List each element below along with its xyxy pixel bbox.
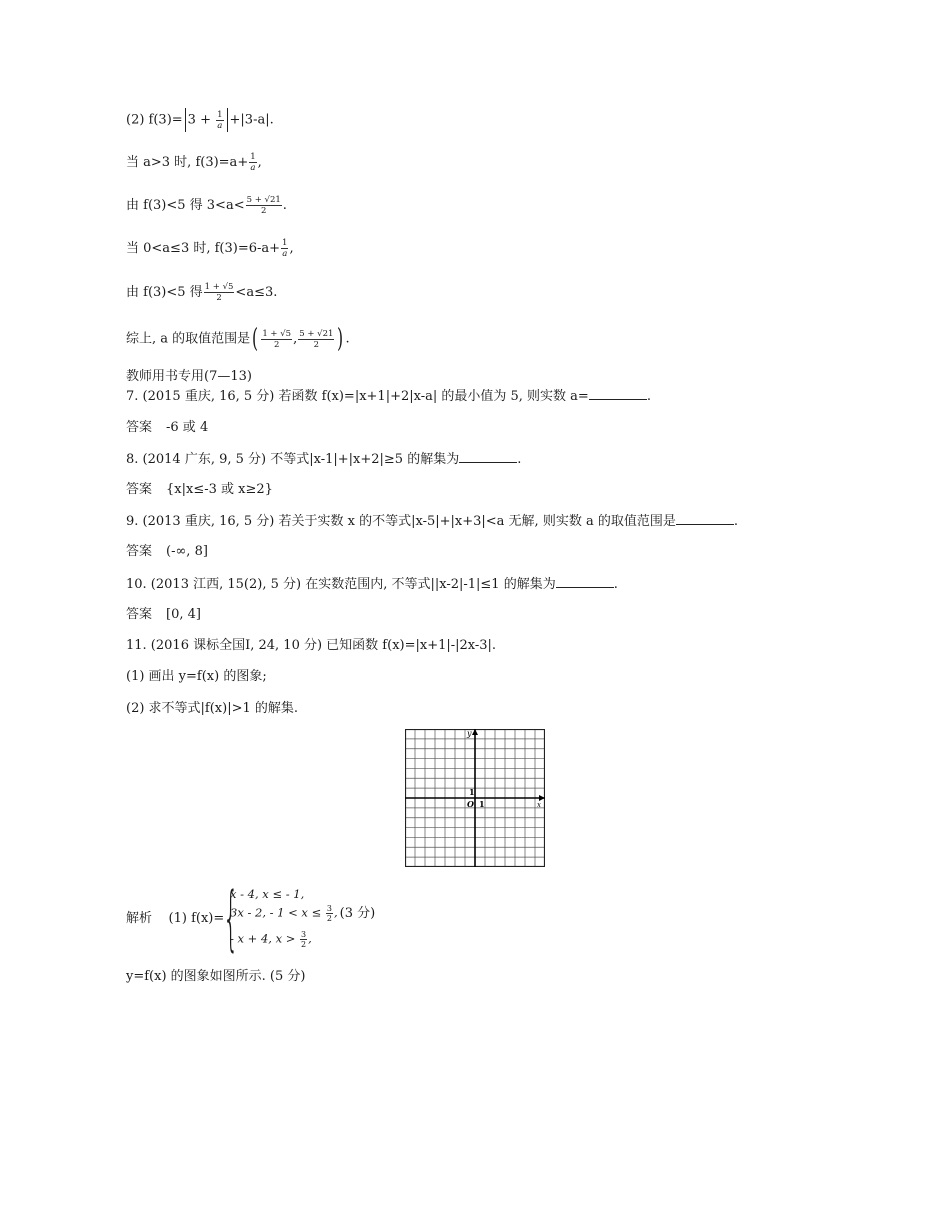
solution-line-6 [126, 326, 350, 352]
frac-den: a [250, 163, 256, 173]
text: - x + 4, x > [230, 931, 296, 946]
left-paren: ( [252, 324, 259, 354]
answer-value: {x|x≤-3 或 x≥2} [166, 482, 273, 497]
text: . [345, 331, 350, 347]
text: , [257, 155, 262, 170]
brace: { [223, 877, 239, 959]
answer-value: (-∞, 8] [166, 544, 208, 559]
frac-num: 5 + √21 [246, 195, 281, 205]
coordinate-grid [405, 729, 545, 867]
answer-8 [126, 481, 273, 499]
right-paren: ) [337, 324, 344, 354]
frac-num: 3 [326, 904, 332, 913]
frac-num: 5 + √21 [299, 328, 334, 339]
solution-line-2 [126, 152, 262, 173]
problem-9 [126, 512, 738, 531]
problem-11-stem: 11. (2016 课标全国Ⅰ, 24, 10 分) 已知函数 f(x)=|x+1|-|2x-3|. [126, 638, 497, 653]
text: . [613, 577, 618, 592]
fraction [298, 329, 334, 350]
frac-num: 1 [250, 152, 256, 162]
problem-text: 10. (2013 江西, 15(2), 5 分) 在实数范围内, 不等式||x-2|-1|≤1 的解集为 [126, 577, 556, 592]
solution-line-1 [126, 108, 274, 132]
text: 综上, a 的取值范围是 [126, 331, 251, 347]
problem-8 [126, 450, 521, 469]
case-2 [230, 904, 375, 923]
answer-10 [126, 606, 201, 624]
answer-7 [126, 419, 208, 437]
answer-blank [459, 450, 517, 463]
answer-blank [556, 575, 614, 588]
fraction [261, 329, 292, 350]
frac-den: a [217, 120, 223, 131]
text: 解析 [126, 911, 153, 926]
solution-line-4 [126, 238, 294, 259]
problem-10 [126, 575, 618, 594]
text: . [733, 514, 738, 529]
text: . [517, 452, 522, 467]
answer-label: 答案 [126, 607, 153, 622]
abs-bar [227, 108, 228, 132]
text: , [333, 905, 338, 920]
frac-den: 2 [216, 293, 222, 303]
text: 由 f(3)<5 得 3<a< [126, 198, 245, 213]
answer-label: 答案 [126, 420, 153, 435]
frac-num: 1 [282, 238, 288, 248]
fraction [216, 110, 223, 131]
solution-line-5 [126, 282, 277, 303]
problem-11-part2: (2) 求不等式|f(x)|>1 的解集. [126, 701, 299, 716]
frac-den: 2 [301, 940, 307, 949]
text: . [282, 198, 287, 213]
frac-den: 2 [260, 206, 267, 216]
answer-blank [589, 387, 647, 400]
section-header: 教师用书专用(7—13) [126, 369, 252, 384]
frac-num: 1 + √5 [262, 328, 292, 339]
frac-num: 3 [301, 930, 307, 939]
problem-text: 8. (2014 广东, 9, 5 分) 不等式|x-1|+|x+2|≥5 的解集为 [126, 452, 460, 467]
abs-bar [185, 108, 186, 132]
fraction [281, 238, 288, 259]
x-unit-label: 1 [479, 799, 485, 809]
closing-line: y=f(x) 的图象如图所示. (5 分) [126, 969, 306, 984]
frac-den: 2 [273, 339, 280, 350]
y-axis-label: y [467, 729, 472, 738]
text: +|3-a|. [229, 112, 274, 128]
score: (3 分) [339, 905, 376, 921]
problem-text: 7. (2015 重庆, 16, 5 分) 若函数 f(x)=|x+1|+2|x-a| 的最小值为 5, 则实数 a= [126, 389, 589, 404]
answer-value: -6 或 4 [166, 420, 209, 435]
x-axis-label: x [537, 801, 541, 809]
frac-num: 1 [217, 109, 223, 120]
y-unit-label: 1 [469, 787, 475, 797]
answer-label: 答案 [126, 482, 153, 497]
fraction [326, 904, 333, 923]
problem-text: 9. (2013 重庆, 16, 5 分) 若关于实数 x 的不等式|x-5|+|x+3|<a 无解, 则实数 a 的取值范围是 [126, 514, 676, 529]
analysis-label [126, 907, 224, 926]
frac-den: 2 [313, 339, 320, 350]
text: 当 0<a≤3 时, f(3)=6-a+ [126, 241, 281, 256]
problem-7 [126, 387, 651, 406]
answer-value: [0, 4] [166, 607, 201, 622]
text: (1) f(x)= [168, 911, 225, 926]
problem-11-part1: (1) 画出 y=f(x) 的图象; [126, 669, 267, 684]
text: , [293, 331, 298, 347]
text: , [308, 931, 312, 946]
text: 3 + [187, 112, 211, 128]
case-3 [230, 930, 312, 949]
text: 当 a>3 时, f(3)=a+ [126, 155, 249, 170]
text: 由 f(3)<5 得 [126, 285, 203, 300]
answer-label: 答案 [126, 544, 153, 559]
text: (2) f(3)= [126, 112, 183, 128]
text: , [289, 241, 294, 256]
text: <a≤3. [235, 285, 278, 300]
case-1: x - 4, x ≤ - 1, [230, 887, 305, 901]
text: . [646, 389, 651, 404]
text: 3x - 2, - 1 < x ≤ [230, 905, 322, 920]
frac-den: 2 [326, 914, 332, 923]
fraction [246, 195, 282, 216]
answer-blank [676, 512, 734, 525]
solution-line-3 [126, 195, 287, 216]
frac-num: 1 + √5 [204, 282, 234, 292]
frac-den: a [282, 249, 288, 259]
fraction [300, 930, 307, 949]
answer-9 [126, 543, 208, 561]
fraction [249, 152, 256, 173]
fraction [204, 282, 235, 303]
origin-label: O [467, 799, 474, 809]
